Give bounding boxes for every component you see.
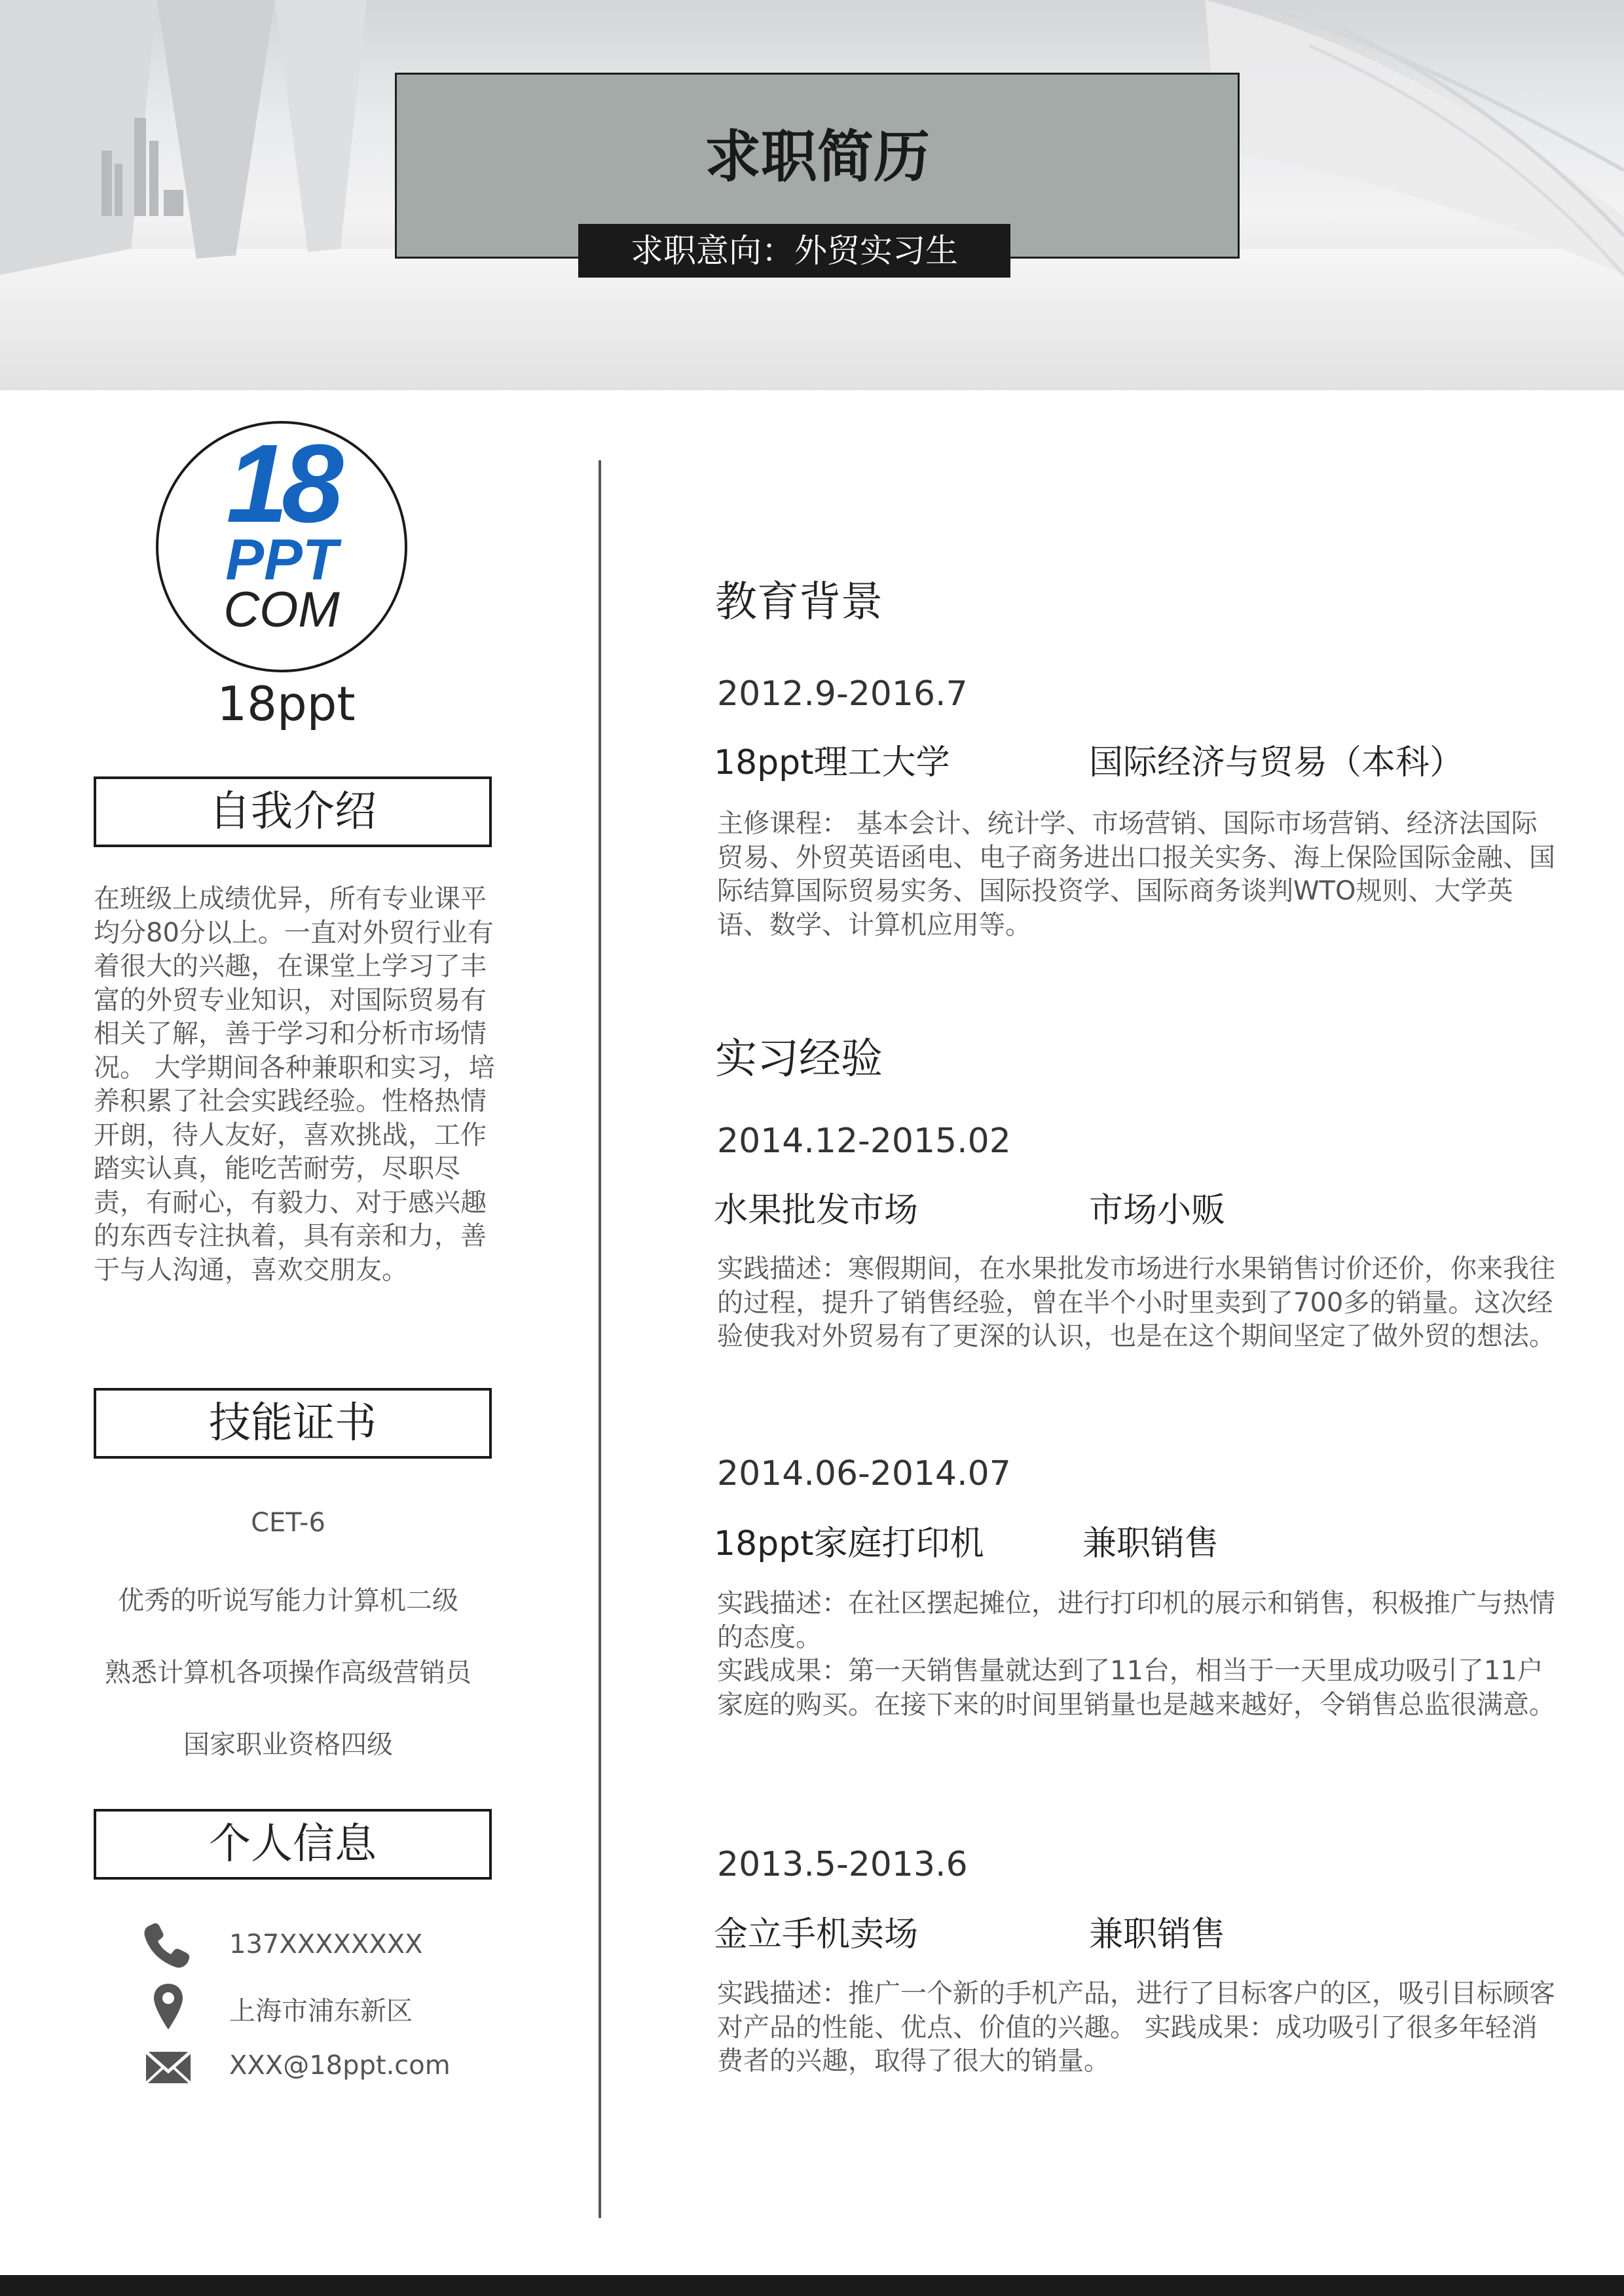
email-text: XXX@18ppt.com xyxy=(229,2050,451,2081)
education-courses: 主修课程： 基本会计、统计学、市场营销、国际市场营销、经济法国际贸易、外贸英语函电、电子商务进出口报关实务、海上保险国际金融、国际结算国际贸易实务、国际投资学、国际商务谈判WTO规则、大学英语、数学、计算机应用等。 xyxy=(717,809,1555,940)
internship-heading: 实习经验 xyxy=(715,1035,883,1084)
internship-desc: 实践描述：推广一个新的手机产品，进行了目标客户的区，吸引目标顾客对产品的性能、优点、价值的兴趣。 实践成果：成功吸引了很多年轻消费者的兴趣，取得了很大的销量。 xyxy=(717,1978,1555,2076)
phone-text: 137XXXXXXXX xyxy=(229,1929,423,1959)
skills-heading: 技能证书 xyxy=(94,1388,492,1459)
internship-org: 水果批发市场 xyxy=(714,1191,919,1230)
education-school: 18ppt理工大学 xyxy=(714,743,950,782)
header-banner xyxy=(0,0,1624,390)
skill-item: 优秀的听说写能力计算机二级 xyxy=(118,1586,458,1616)
skill-item: CET-6 xyxy=(251,1508,325,1538)
internship-org: 金立手机卖场 xyxy=(714,1915,919,1954)
internship-role: 兼职销售 xyxy=(1089,1915,1226,1954)
self-intro-text: 在班级上成绩优异，所有专业课平均分80分以上。一直对外贸行业有着很大的兴趣，在课堂上学习了丰富的外贸专业知识，对国际贸易有相关了解，善于学习和分析市场情况。 大学期间各种兼职和实习，培养积累了社会实践经验。性格热情开朗，待人友好，喜欢挑战，工作踏实认真，能吃苦耐劳，尽职尽责，有耐心，有毅力、对于感兴趣的东西专注执着，具有亲和力，善于与人沟通，喜欢交朋友。 xyxy=(94,884,495,1285)
address-row xyxy=(141,1982,507,2032)
resume-title: 求职简历 xyxy=(705,124,930,190)
education-heading: 教育背景 xyxy=(715,578,883,627)
logo-com: COM xyxy=(223,582,340,638)
logo-18ppt xyxy=(158,424,405,670)
avatar xyxy=(156,421,407,672)
job-intent-label: 求职意向：外贸实习生 xyxy=(578,224,1010,278)
education-date: 2012.9-2016.7 xyxy=(717,674,968,714)
logo-ppt: PPT xyxy=(225,527,338,592)
self-intro-heading: 自我介绍 xyxy=(94,776,492,847)
email-row xyxy=(141,2043,507,2092)
skills-list xyxy=(85,1508,491,1796)
internship-date: 2013.5-2013.6 xyxy=(717,1845,968,1884)
address-text: 上海市浦东新区 xyxy=(229,1996,413,2026)
education-major: 国际经济与贸易（本科） xyxy=(1089,743,1464,782)
internship-role: 兼职销售 xyxy=(1082,1524,1219,1563)
personal-info-heading: 个人信息 xyxy=(94,1809,492,1880)
mail-icon xyxy=(141,2043,196,2092)
phone-row xyxy=(141,1922,507,1971)
internship-date: 2014.12-2015.02 xyxy=(717,1121,1011,1161)
footer-bar xyxy=(0,2275,1624,2296)
internship-result: 实践成果：第一天销售量就达到了11台，相当于一天里成功吸引了11户家庭的购买。在接下来的时间里销量也是越来越好，令销售总监很满意。 xyxy=(717,1656,1555,1720)
location-icon xyxy=(141,1982,196,2032)
skill-item: 国家职业资格四级 xyxy=(183,1730,393,1760)
internship-date: 2014.06-2014.07 xyxy=(717,1454,1011,1493)
skill-item: 熟悉计算机各项操作高级营销员 xyxy=(105,1658,471,1688)
logo-number: 18 xyxy=(226,424,337,546)
internship-role: 市场小贩 xyxy=(1089,1191,1226,1230)
internship-org: 18ppt家庭打印机 xyxy=(714,1524,984,1563)
phone-icon xyxy=(141,1922,196,1971)
column-divider xyxy=(599,460,601,2218)
candidate-name: 18ppt xyxy=(217,676,356,731)
internship-desc: 实践描述：寒假期间，在水果批发市场进行水果销售讨价还价，你来我往的过程，提升了销售经验，曾在半个小时里卖到了700多的销量。这次经验使我对外贸易有了更深的认识，也是在这个期间坚定了做外贸的想法。 xyxy=(717,1254,1555,1351)
internship-desc: 实践描述：在社区摆起摊位，进行打印机的展示和销售，积极推广与热情的态度。 xyxy=(717,1588,1555,1652)
